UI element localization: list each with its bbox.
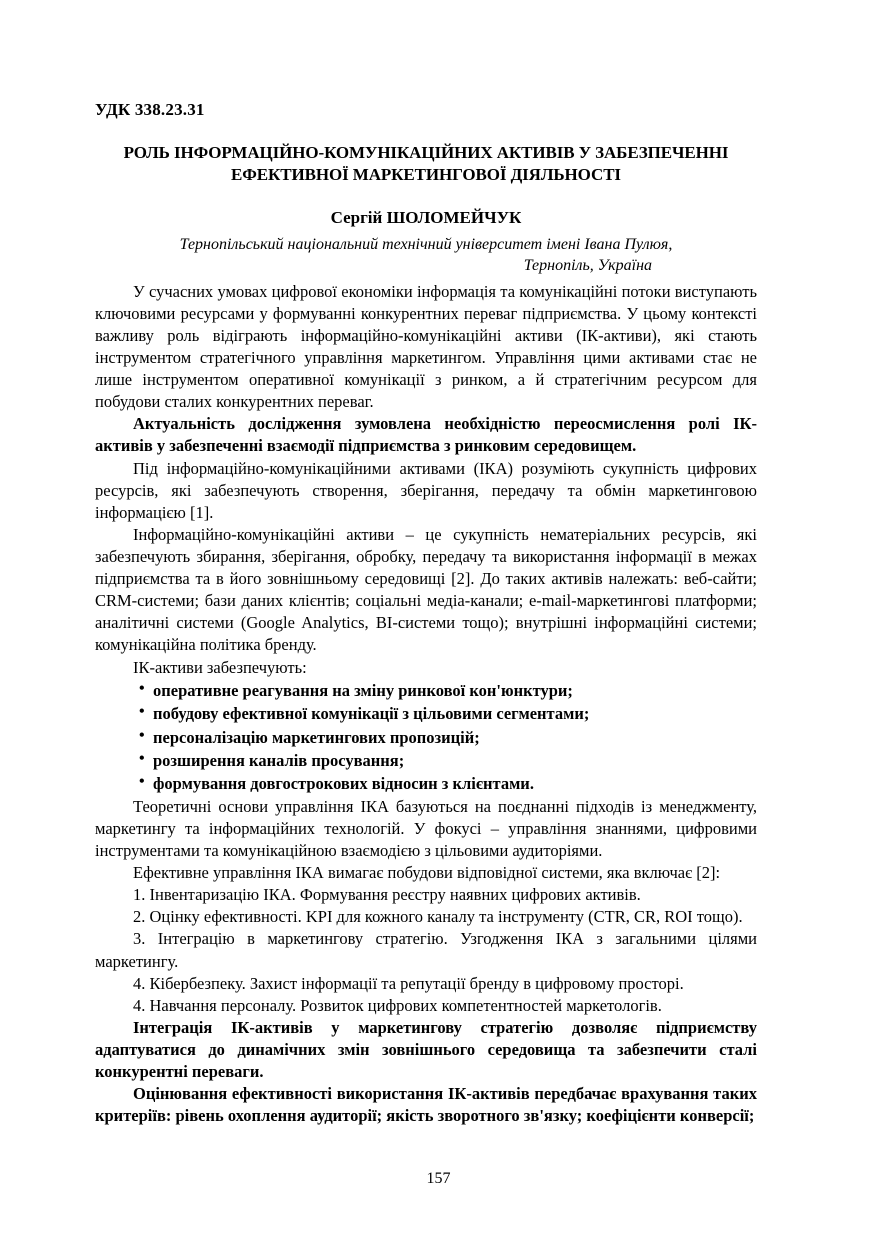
- paragraph-intro: У сучасних умовах цифрової економіки інформація та комунікаційні потоки виступають ключовими ресурсами у формуванні конкурентних переваг підприємства. У цьому контексті важливу роль відіграють інформаційно-комунікаційні активи (ІК-активи), які стають інструментом стратегічного управління маркетингом. Управління цими активами стає не лише інструментом оперативної комунікації з ринком, а й стратегічним ресурсом для побудови сталих конкурентних переваг.: [95, 281, 757, 412]
- author-name: Сергій ШОЛОМЕЙЧУК: [330, 207, 522, 227]
- paragraph-criteria: Оцінювання ефективності використання ІК-активів передбачає врахування таких критеріїв: рівень охоплення аудиторії; якість зворотного зв'язку; коефіцієнти конверсії;: [95, 1084, 757, 1126]
- affiliation-line-1: Тернопільський національний технічний університет імені Івана Пулюя,: [179, 235, 673, 253]
- numbered-item-1: 1. Інвентаризацію ІКА. Формування реєстру наявних цифрових активів.: [133, 885, 641, 905]
- list-item: • розширення каналів просування;: [95, 749, 757, 772]
- title-line-1: РОЛЬ ІНФОРМАЦІЙНО-КОМУНІКАЦІЙНИХ АКТИВІВ У ЗАБЕЗПЕЧЕННІ: [123, 143, 729, 162]
- benefits-list: [95, 679, 757, 796]
- paragraph-theory: Теоретичні основи управління ІКА базуються на поєднанні підходів із менеджменту, маркетингу та інформаційних технологій. У фокусі – управління знаннями, цифровими інструментами та комунікаційною взаємодією з цільовими аудиторіями.: [95, 796, 757, 860]
- page-title: [95, 142, 757, 186]
- affiliation: [95, 234, 757, 277]
- numbered-item-4: 4. Кібербезпеку. Захист інформації та репутації бренду в цифровому просторі.: [133, 973, 684, 993]
- list-item: • персоналізацію маркетингових пропозицій;: [95, 726, 757, 749]
- numbered-item-5: 4. Навчання персоналу. Розвиток цифрових компетентностей маркетологів.: [133, 995, 662, 1015]
- list-item: • побудову ефективної комунікації з цільовими сегментами;: [95, 702, 757, 725]
- paragraph-integration: Інтеграція ІК-активів у маркетингову стратегію дозволяє підприємству адаптуватися до динамічних змін зовнішнього середовища та забезпечити сталі конкурентні переваги.: [95, 1017, 757, 1082]
- title-line-2: ЕФЕКТИВНОЇ МАРКЕТИНГОВОЇ ДІЯЛЬНОСТІ: [231, 164, 621, 184]
- paragraph-definition-1: Під інформаційно-комунікаційними активами (ІКА) розуміють сукупність цифрових ресурсів, які забезпечують створення, зберігання, передачу та обмін маркетинговою інформацією [1].: [95, 458, 757, 522]
- list-item: • оперативне реагування на зміну ринкової кон'юнктури;: [95, 679, 757, 702]
- udk-code: УДК 338.23.31: [95, 100, 205, 119]
- numbered-item-3: 3. Інтеграцію в маркетингову стратегію. Узгодження ІКА з загальними цілями маркетингу.: [95, 929, 757, 971]
- paragraph-definition-2: Інформаційно-комунікаційні активи – це сукупність нематеріальних ресурсів, які забезпечують збирання, зберігання, обробку, передачу та використання інформації в межах підприємства та в його зовнішньому середовищі [2]. До таких активів належать: веб-сайти; CRM-системи; бази даних клієнтів; соціальні медіа-канали; e-mail-маркетингові платформи; аналітичні системи (Google Analytics, BI-системи тощо); внутрішні інформаційні системи; комунікаційна політика бренду.: [95, 524, 757, 655]
- page-number: 157: [426, 1170, 451, 1187]
- paragraph-list-intro: ІК-активи забезпечують:: [133, 657, 307, 677]
- affiliation-line-2: Тернопіль, Україна: [523, 257, 652, 275]
- list-item: • формування довгострокових відносин з клієнтами.: [95, 772, 757, 795]
- paragraph-system-intro: Ефективне управління ІКА вимагає побудови відповідної системи, яка включає [2]:: [133, 863, 721, 883]
- paragraph-relevance: Актуальність дослідження зумовлена необхідністю переосмислення ролі ІК-активів у забезпеченні взаємодії підприємства з ринковим середовищем.: [95, 414, 757, 456]
- numbered-item-2: 2. Оцінку ефективності. KPI для кожного каналу та інструменту (CTR, CR, ROI тощо).: [133, 907, 743, 927]
